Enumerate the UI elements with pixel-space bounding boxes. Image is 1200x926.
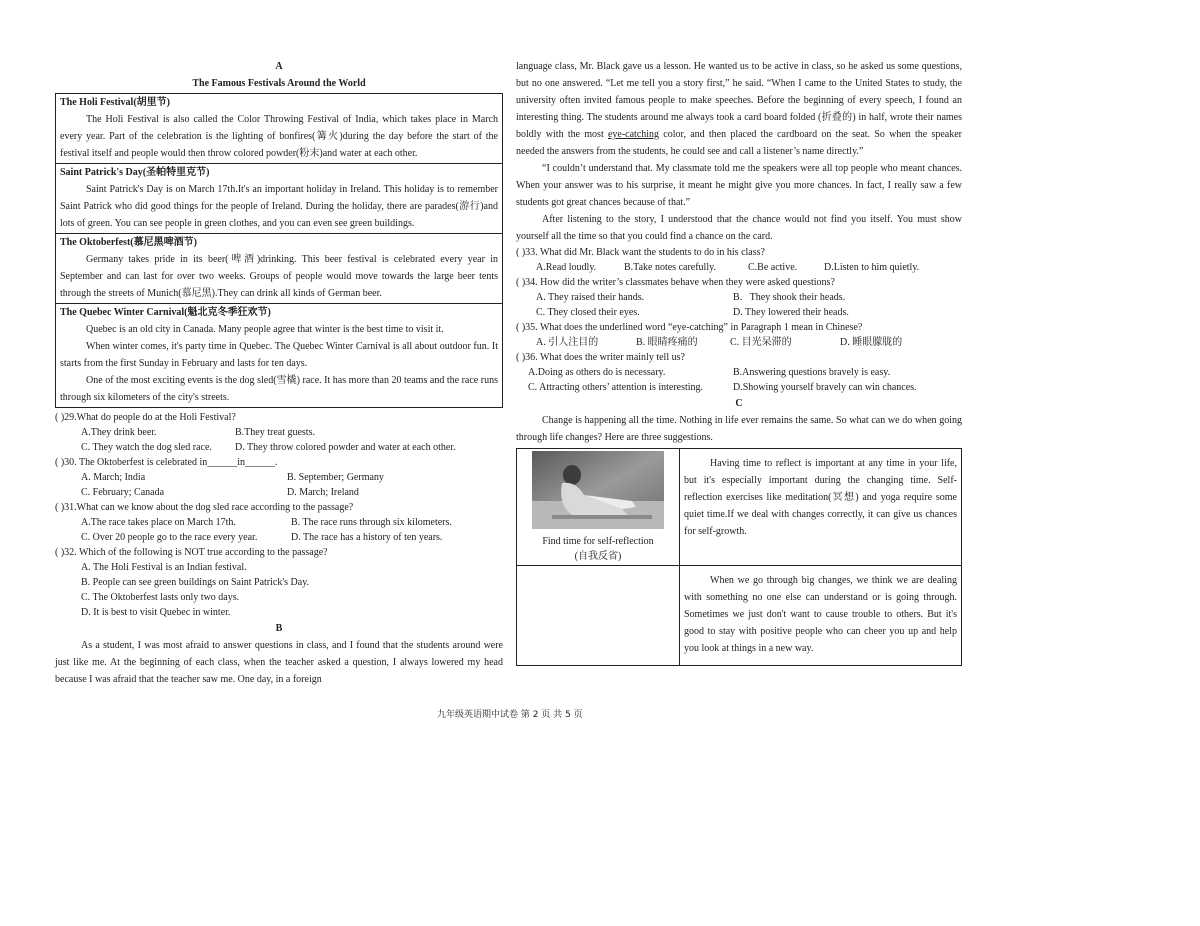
question-31: ( )31.What can we know about the dog sled race according to the passage? [55, 502, 354, 513]
q33-option-a: A.Read loudly. [536, 262, 597, 273]
q36-option-d: D.Showing yourself bravely can win chances. [733, 382, 917, 393]
passage-b-para-1: As a student, I was most afraid to answer questions in class, and I found that the students around were just like me. At the beginning of each class, when the teacher asked a question, I always lowered my head because I was afraid that the teacher saw me. One day, in a foreign [55, 640, 503, 685]
passage-a-title: The Famous Festivals Around the World [192, 78, 366, 89]
q34-row-2 [516, 305, 962, 320]
q34-row-1 [516, 290, 962, 305]
q34-option-b: B．They shook their heads. [733, 292, 846, 303]
suggestions-table [516, 448, 962, 666]
q31-option-b: B. The race runs through six kilometers. [291, 517, 452, 528]
quebec-text-3: One of the most exciting events is the dog sled(雪橇) race. It has more than 20 teams and the race runs through six kilometers of the city's streets. [60, 375, 498, 403]
q31-row-2 [55, 530, 503, 545]
q31-row-1 [55, 515, 503, 530]
positive-people-cell [680, 566, 961, 665]
q30-row-2 [55, 485, 503, 500]
page-footer: 九年级英语期中试卷 第 2 页 共 5 页 [437, 710, 583, 720]
q29-option-a: A.They drink beer. [81, 427, 157, 438]
q29-option-b: B.They treat guests. [235, 427, 315, 438]
underlined-word: eye-catching [607, 129, 660, 140]
yoga-photo [532, 451, 664, 529]
q29-option-c: C. They watch the dog sled race. [81, 442, 212, 453]
q34-option-c: C. They closed their eyes. [536, 307, 640, 318]
q30-option-c: C. February; Canada [81, 487, 165, 498]
q31-option-d: D. The race has a history of ten years. [291, 532, 443, 543]
q36-option-a: A.Doing as others do is necessary. [528, 367, 666, 378]
questions-a [55, 410, 503, 620]
quebec-box [55, 304, 503, 408]
q33-option-c: C.Be active. [748, 262, 798, 273]
question-34: ( )34. How did the writer’s classmates behave when they were asked questions? [516, 277, 835, 288]
passage-b-para-1-continued [516, 58, 962, 160]
oktoberfest-box [55, 234, 503, 304]
passage-c-intro: Change is happening all the time. Nothing in life ever remains the same. So what can we do when going through life changes? Here are three suggestions. [516, 415, 962, 443]
reflection-cell [517, 449, 680, 565]
photo-caption: Find time for self-reflection [542, 536, 654, 547]
holi-text: The Holi Festival is also called the Color Throwing Festival of India, which takes place in March every year. Part of the celebration is the lighting of bonfires(篝火)during the day before the start of the festival itself and people would then throw colored powder(粉末)and water at each other. [60, 114, 498, 159]
table-row [517, 449, 961, 565]
question-29: ( )29.What do people do at the Holi Festival? [55, 412, 236, 423]
quebec-text-2: When winter comes, it's party time in Quebec. The Quebec Winter Carnival is all about outdoor fun. It starts from the first Sunday in February and lasts for ten days. [60, 341, 498, 369]
holi-box [55, 93, 503, 164]
reflection-text: Having time to reflect is important at any time in your life, but it's especially important during the changing time. Self- reflection exercises like meditation(冥想) and yoga require some quiet time.If we deal with changes correctly, it can give us chances for self-growth. [684, 458, 957, 537]
holi-heading: The Holi Festival(胡里节) [60, 97, 170, 108]
q33-options [516, 260, 962, 275]
table-row [517, 565, 961, 665]
section-b-letter: B [275, 623, 283, 634]
q35-option-c: C. 目光呆滞的 [730, 337, 792, 348]
q31-option-c: C. Over 20 people go to the race every year. [81, 532, 258, 543]
q34-option-a: A. They raised their hands. [536, 292, 645, 303]
quebec-text-1: Quebec is an old city in Canada. Many people agree that winter is the best time to visit it. [86, 324, 444, 335]
passage-b-para-3: After listening to the story, I understood that the chance would not find you itself. You must show yourself all the time so that you could find a chance on the card. [516, 214, 962, 242]
passage-b-cont-b: color, and then placed the cardboard on the seat. So when the speaker needed the answers from the students, he could see and call a listener’s name directly.” [516, 129, 963, 157]
q36-option-c: C. Attracting others’ attention is interesting. [528, 382, 704, 393]
question-36: ( )36. What does the writer mainly tell us? [516, 352, 685, 363]
q30-option-a: A. March; India [81, 472, 146, 483]
q29-row-1 [55, 425, 503, 440]
oktoberfest-text: Germany takes pride in its beer(啤酒)drinking. This beer festival is celebrated every year in September and can last for over two weeks. Groups of people would move towards the large beer tents through the streets of Munich(慕尼黑).They can drink all kinds of German beer. [60, 254, 498, 299]
q30-option-b: B. September; Germany [287, 472, 384, 483]
patrick-text: Saint Patrick's Day is on March 17th.It's an important holiday in Ireland. This holiday is to remember Saint Patrick who did good things for the people of Ireland. During the holiday, there are parades(游行)and lots of green. You can see people in green clothes, and you can even see green buildings. [60, 184, 498, 229]
reflection-text-cell [680, 449, 961, 565]
section-a-letter: A [275, 61, 283, 72]
empty-cell [517, 566, 680, 665]
passage-b-para-2: “I couldn’t understand that. My classmate told me the speakers were all top people who meant chances. When your answer was to his surprise, it meant he might give you more chances. In fact, I really saw a few students got great chances because of that.” [516, 163, 962, 208]
q32-option-a: A. The Holi Festival is an Indian festival. [81, 562, 247, 573]
q35-option-b: B. 眼睛疼痛的 [636, 337, 698, 348]
q29-row-2 [55, 440, 503, 455]
question-33: ( )33. What did Mr. Black want the students to do in his class? [516, 247, 765, 258]
q36-option-b: B.Answering questions bravely is easy. [733, 367, 891, 378]
q30-row-1 [55, 470, 503, 485]
q36-row-2 [516, 380, 962, 395]
q34-option-d: D. They lowered their heads. [733, 307, 849, 318]
q33-option-b: B.Take notes carefully. [624, 262, 716, 273]
q30-option-d: D. March; Ireland [287, 487, 359, 498]
patrick-heading: Saint Patrick's Day(圣帕特里克节) [60, 167, 210, 178]
oktoberfest-heading: The Oktoberfest(慕尼黑啤酒节) [60, 237, 197, 248]
q32-option-b: B. People can see green buildings on Saint Patrick's Day. [81, 577, 310, 588]
q35-option-a: A. 引人注目的 [536, 337, 599, 348]
q32-option-c: C. The Oktoberfest lasts only two days. [81, 592, 240, 603]
photo-caption-chinese: (自我反省) [574, 551, 622, 562]
q35-options [516, 335, 962, 350]
quebec-heading: The Quebec Winter Carnival(魁北克冬季狂欢节) [60, 307, 271, 318]
positive-people-text: When we go through big changes, we think we are dealing with something no one else can understand or is going through. Sometimes we just don't want to cause trouble to others. But it's good to stay with positive people who can cheer you up and help you look at things in a new way. [684, 575, 957, 654]
question-32: ( )32. Which of the following is NOT true according to the passage? [55, 547, 328, 558]
question-30: ( )30. The Oktoberfest is celebrated in______in______. [55, 457, 278, 468]
left-column [55, 58, 503, 688]
patrick-box [55, 164, 503, 234]
q36-row-1 [516, 365, 962, 380]
right-column [516, 58, 962, 666]
q32-option-d: D. It is best to visit Quebec in winter. [81, 607, 231, 618]
q31-option-a: A.The race takes place on March 17th. [81, 517, 236, 528]
q29-option-d: D. They throw colored powder and water at each other. [235, 442, 456, 453]
q35-option-d: D. 睡眼朦胧的 [840, 337, 903, 348]
section-c-letter: C [735, 398, 743, 409]
passage-b-cont-a: language class, Mr. Black gave us a lesson. He wanted us to be active in class, so he asked us some questions, but no one answered. “Let me tell you a story first,” he said. “When I came to the United States to study, the university often invited famous people to make speeches. Before the beginning of every speech, I found an interesting thing. The students around me always took a card board folded (折叠的) in half, wrote their names boldly with the most [516, 61, 962, 140]
q33-option-d: D.Listen to him quietly. [824, 262, 920, 273]
question-35: ( )35. What does the underlined word “eye-catching” in Paragraph 1 mean in Chinese? [516, 322, 863, 333]
